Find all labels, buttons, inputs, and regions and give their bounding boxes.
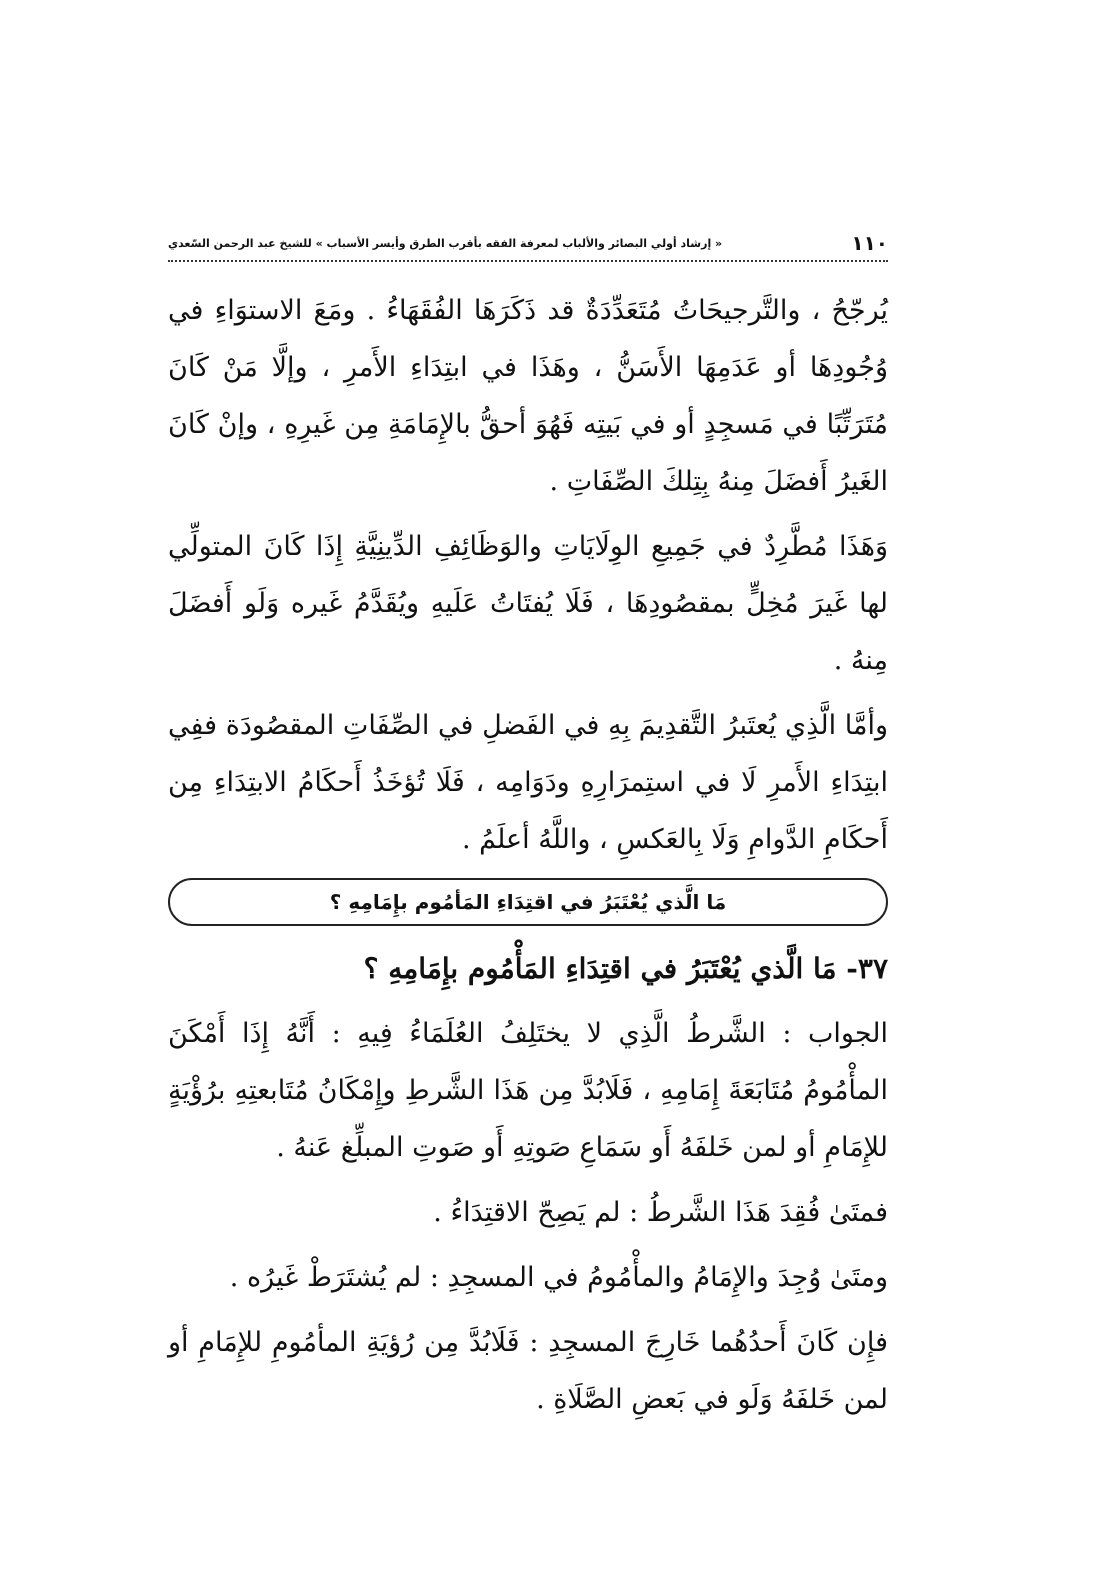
answer-paragraph: الجواب : الشَّرطُ الَّذِي لا يختَلِفُ العُلَمَاءُ فِيهِ : أَنَّهُ إِذَا أَمْكَنَ المأْمُومُ مُتَابَعَةَ إِمَامِهِ ، فَلَابُدَّ مِن هَذَا الشَّرطِ وإِمْكَانُ مُتَابعتِهِ برُؤْيَةٍ للإِمَامِ أو لمن خَلفَهُ أَو سَمَاعِ صَوتِهِ أَو صَوتِ المبلِّغ عَنهُ . (168, 1018, 888, 1163)
page-number: ١١٠ (851, 231, 888, 255)
header-rule (168, 260, 888, 262)
answer-paragraph: فمتَىٰ فُقِدَ هَذَا الشَّرطُ : لم يَصِحّ الاقتِدَاءُ . (433, 1197, 888, 1228)
question-heading: ٣٧- مَا الَّذي يُعْتَبَرُ في اقتِدَاءِ المَأْمُوم بإِمَامِهِ ؟ (363, 952, 888, 985)
paragraph: وأمَّا الَّذِي يُعتَبرُ التَّقدِيمَ بِهِ في الفَضلِ في الصِّفَاتِ المقصُودَة ففِي ابتِدَاءِ الأَمرِ لَا في استِمرَارِهِ ودَوَامِه ، فَلَا تُؤخَذُ أَحكَامُ الابتِدَاءِ مِن أَحكَامِ الدَّوامِ وَلَا بِالعَكسِ ، واللَّهُ أعلَمُ . (168, 710, 888, 855)
answer-paragraph: ومتَىٰ وُجِدَ والإِمَامُ والمأْمُومُ في المسجِدِ : لم يُشتَرَطْ غَيرُه . (229, 1262, 888, 1293)
paragraph: وَهَذَا مُطَّرِدٌ في جَمِيعِ الوِلَايَاتِ والوَظَائِفِ الدِّينِيَّةِ إِذَا كَانَ المتولِّي لها غَيرَ مُخِلٍّ بمقصُودِهَا ، فَلَا يُفتَاتُ عَلَيهِ ويُقَدَّمُ غَيره وَلَو أَفضَلَ مِنهُ . (168, 531, 888, 676)
answer-paragraph: فإِن كَانَ أَحدُهُما خَارِجَ المسجِدِ : فَلَابُدَّ مِن رُؤيَةِ المأمُومِ للإِمَامِ أو لمن خَلفَهُ وَلَو في بَعضِ الصَّلَاةِ . (168, 1327, 888, 1415)
section-title-box (168, 878, 888, 926)
page-body (168, 282, 888, 1436)
section-title: مَا الَّذي يُعْتَبَرُ في اقتِدَاءِ المَأمُوم بإِمَامِهِ ؟ (329, 890, 727, 914)
running-title: « إرشاد أولي البصائر والألباب لمعرفة الفقه بأقرب الطرق وأيسر الأسباب » للشيخ عبد الرحمن السّعدي (168, 236, 723, 250)
page-header (168, 228, 888, 258)
paragraph: يُرجّحُ ، والتَّرجيحَاتُ مُتَعَدِّدَةٌ قد ذَكَرَهَا الفُقَهَاءُ . ومَعَ الاستوَاءِ في وُجُودِهَا أو عَدَمِهَا الأَسَنُّ ، وهَذَا في ابتِدَاءِ الأَمرِ ، وإلَّا مَنْ كَانَ مُتَرَتِّبًا في مَسجِدٍ أو في بَيتِه فَهُوَ أحقُّ بالإِمَامَةِ مِن غَيرِهِ ، وإنْ كَانَ الغَيرُ أَفضَلَ مِنهُ بِتِلكَ الصِّفَاتِ . (168, 295, 888, 497)
